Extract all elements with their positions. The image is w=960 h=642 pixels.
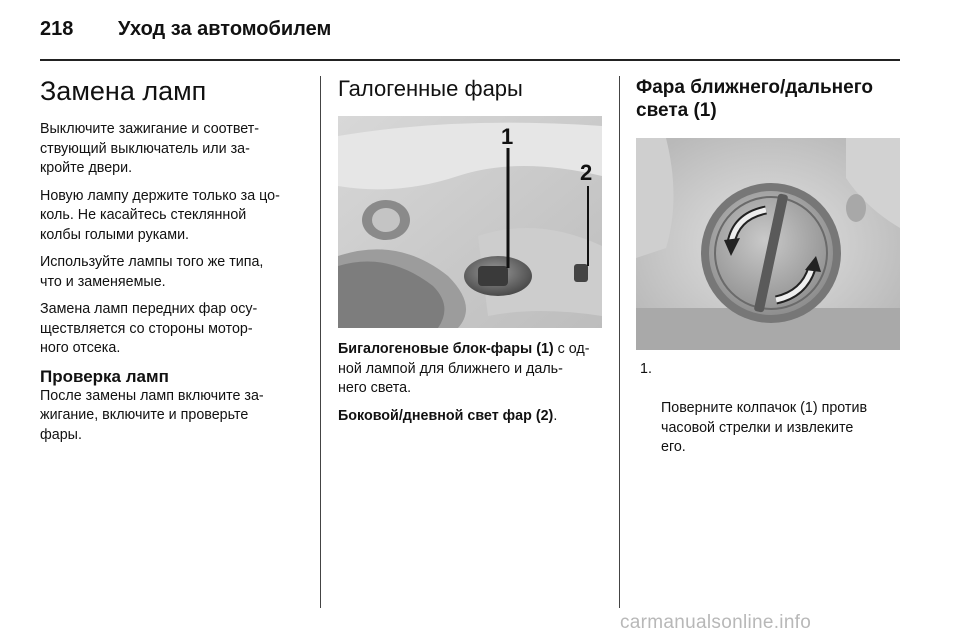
header-rule bbox=[40, 59, 900, 61]
watermark: carmanualsonline.info bbox=[620, 612, 812, 633]
caption-term-side-light: Боковой/дневной свет фар (2) bbox=[338, 407, 554, 424]
column-divider bbox=[619, 76, 620, 608]
column-halogen-headlights bbox=[338, 76, 603, 434]
section-heading-low-high-beam: Фара ближнего/дальнего света (1) bbox=[636, 77, 873, 121]
figure-caption-2 bbox=[338, 407, 603, 427]
paragraph: После замены ламп включите за- жигание, включите и проверьте фары. bbox=[40, 387, 264, 443]
callout-1-label: 1 bbox=[501, 124, 514, 149]
column-bulb-replacement bbox=[40, 76, 302, 453]
caption-text: . bbox=[553, 407, 558, 424]
subheading-bulb-check: Проверка ламп bbox=[40, 366, 169, 386]
paragraph: Замена ламп передних фар осу- ществляется со стороны мотор- ного отсека. bbox=[40, 301, 258, 356]
caption-term-bi-halogen: Бигалогеновые блок-фары (1) bbox=[338, 341, 554, 357]
section-heading-halogen: Галогенные фары bbox=[338, 76, 523, 101]
paragraph: Используйте лампы того же типа, что и заменяемые. bbox=[40, 254, 264, 290]
step-text: Поверните колпачок (1) против часовой стрелки и извлеките его. bbox=[661, 400, 868, 455]
paragraph: Выключите зажигание и соответ- ствующий выключатель или за- кройте двери. bbox=[40, 121, 260, 176]
page-number: 218 bbox=[40, 18, 74, 40]
callout-2-label: 2 bbox=[580, 160, 593, 185]
steps-list bbox=[636, 360, 904, 458]
section-heading-bulb-replacement: Замена ламп bbox=[40, 76, 207, 106]
halogen-headlight-figure bbox=[338, 116, 602, 328]
chapter-title: Уход за автомобилем bbox=[118, 18, 332, 40]
step-number: 1. bbox=[640, 361, 652, 377]
list-item bbox=[636, 360, 904, 458]
paragraph: Новую лампу держите только за цо- коль. Не касайтесь стеклянной колбы голыми руками. bbox=[40, 187, 280, 243]
headlight-cap-figure bbox=[636, 138, 900, 350]
column-low-high-beam bbox=[636, 76, 904, 458]
figure-caption-1 bbox=[338, 340, 603, 399]
column-divider bbox=[320, 76, 321, 608]
page-header bbox=[40, 14, 920, 58]
caption-text: с од- ной лампой для ближнего и даль- него света. bbox=[338, 341, 590, 396]
